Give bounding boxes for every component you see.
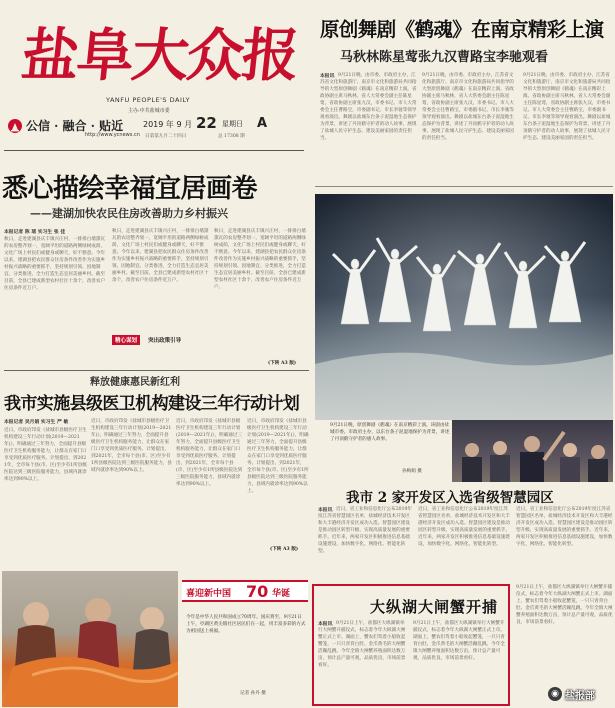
masthead-slogan: 公信 · 融合 · 贴近: [26, 119, 124, 133]
center-body-col3: 近日，市政府印发《盐城市县级医疗卫生机构建设三年行动计划(2019—2021年)》，明确通过三年努力，全面提升县级医疗卫生机构服务能力，让群众在家门口享受到优质医疗服务。计划提出，到2021年，全市每个县(市、区)至少有1所县级医院达到三级医院服务能力，县域内就诊率达到90%以上。: [176, 419, 243, 487]
masthead-divider: [4, 150, 304, 151]
issue-line: 日第第九月二十四日: [145, 134, 187, 139]
anniversary-banner: [182, 580, 308, 602]
lead-highlight-label: 精心谋划: [112, 335, 140, 345]
ballet-caption: 9月21日晚，原创舞剧《鹤魂》在南京精彩上演。该剧由盐城市委、市政府主办，以东台条子泥湿地保护为背景，讲述了丹顶鹤守护者的感人故事。: [330, 423, 450, 442]
masthead-logo-icon: [8, 119, 22, 133]
lead-subhead: ——建湖加快农民住房改善助力乡村振兴: [30, 207, 228, 220]
top-right-divider: [315, 186, 613, 187]
masthead-title: 盐阜大众报: [18, 22, 301, 89]
masthead-pinyin: YANFU PEOPLE'S DAILY: [106, 96, 191, 104]
watermark-text: 盐报部: [565, 691, 595, 702]
ballet-photo: [315, 194, 613, 420]
smart-park-body-col3: 近日，省工业和信息化厅公布2019年度江苏省智慧园区名单，盐城经济技术开发区和大丰港经济开发区成功入选。智慧园区建设是推动园区转型升级、实现高质量发展的重要抓手。近年来，两家开发区积极推进信息基础设施建设，加快数字化、网络化、智能化转型。: [516, 507, 613, 547]
lead-body-col1: 秋日，走进建湖县庆丰镇兴庄村，一排排白墙黛瓦的农房整齐划一，宽阔平坦的道路两侧绿树成荫，文化广场上村民们或健身或聊天，好不惬意。今年以来，建湖县把农民群众住房条件改善作为实施乡村振兴战略的重要抓手，坚持规划引领、因地制宜、分类推进，全力打造生态宜居美丽乡村。截至目前，全县已建成新型农村社区十余个，改善农户住房条件近万户。: [4, 237, 106, 291]
celebration-photo: [2, 571, 178, 707]
top-right-body-col3: 9月21日晚，由市委、市政府主办，江苏省文化和旅游厅、南京市文化和旅游局共同指导的大型原创舞剧《鹤魂》在南京精彩上演。省政协副主席马秋林，省人大常委会副主任陈星莺，省政协副主席张九汉，市委书记、市人大常委会主任曹路宝，市委副书记、市长李驰等领导观看演出。舞剧以盐城东台条子泥湿地生态保护为背景，讲述了丹顶鹤守护者的动人故事，展现了盐城人民守护生态、建设美丽家园的责任担当。: [523, 73, 611, 141]
lead-highlight: [112, 327, 210, 344]
center-body-col4: 近日，市政府印发《盐城市县级医疗卫生机构建设三年行动计划(2019—2021年)》，明确通过三年努力，全面提升县级医疗卫生机构服务能力，让群众在家门口享受到优质医疗服务。计划提出，到2021年，全市每个县(市、区)至少有1所县级医院达到三级医院服务能力，县域内就诊率达到90%以上。: [247, 419, 309, 494]
lead-body-col3: 秋日，走进建湖县庆丰镇兴庄村，一排排白墙黛瓦的农房整齐划一，宽阔平坦的道路两侧绿树成荫，文化广场上村民们或健身或聊天，好不惬意。今年以来，建湖县把农民群众住房条件改善作为实施乡村振兴战略的重要抓手，坚持规划引领、因地制宜、分类推进，全力打造生态宜居美丽乡村。截至目前，全县已建成新型农村社区十余个，改善农户住房条件近万户。: [214, 229, 306, 290]
lead-continued: (下转 A3 版): [268, 361, 297, 366]
ballet-credit: 孙梅娟 摄: [402, 469, 422, 474]
crab-headline: 大纵湖大闸蟹开捕: [370, 598, 499, 616]
lead-headline: 悉心描绘幸福宜居画卷: [2, 174, 258, 204]
center-body-col1: 近日，市政府印发《盐城市县级医疗卫生机构建设三年行动计划(2019—2021年)》，明确通过三年努力，全面提升县级医疗卫生机构服务能力，让群众在家门口享受到优质医疗服务。计划提出，到2021年，全市每个县(市、区)至少有1所县级医院达到三级医院服务能力，县域内就诊率达到90%以上。: [4, 428, 87, 482]
issue-weekday: 星期日: [222, 120, 243, 128]
top-right-body-col1: 9月21日晚，由市委、市政府主办，江苏省文化和旅游厅、南京市文化和旅游局共同指导的大型原创舞剧《鹤魂》在南京精彩上演。省政协副主席马秋林，省人大常委会副主任陈星莺，省政协副主席张九汉，市委书记、市人大常委会主任曹路宝，市委副书记、市长李驰等领导观看演出。舞剧以盐城东台条子泥湿地生态保护为背景，讲述了丹顶鹤守护者的动人故事，展现了盐城人民守护生态、建设美丽家园的责任担当。: [320, 73, 417, 141]
smart-park-body-col1: 近日，省工业和信息化厅公布2019年度江苏省智慧园区名单，盐城经济技术开发区和大丰港经济开发区成功入选。智慧园区建设是推动园区转型升级、实现高质量发展的重要抓手。近年来，两家开发区积极推进信息基础设施建设，加快数字化、网络化、智能化转型。: [318, 507, 413, 554]
masthead-website[interactable]: http://www.ycnews.cn: [85, 132, 140, 138]
center-bylines: 本报记者 吴月娟 实习生 严 敏: [4, 419, 69, 425]
issue-day: 22: [196, 114, 217, 132]
top-right-byline: 本报讯: [320, 73, 335, 79]
lead-body-col2: 秋日，走进建湖县庆丰镇兴庄村，一排排白墙黛瓦的农房整齐划一，宽阔平坦的道路两侧绿树成荫，文化广场上村民们或健身或聊天，好不惬意。今年以来，建湖县把农民群众住房条件改善作为实施乡村振兴战略的重要抓手，坚持规划引领、因地制宜、分类推进，全力打造生态宜居美丽乡村。截至目前，全县已建成新型农村社区十余个，改善农户住房条件近万户。: [112, 229, 209, 283]
center-continued: (下转 A3 版): [270, 547, 299, 552]
issue-edition: A: [257, 116, 268, 131]
watermark-icon: ◉: [548, 687, 562, 701]
smart-park-headline: 我市 2 家开发区入选省级智慧园区: [346, 490, 554, 506]
center-headline: 我市实施县级医卫机构建设三年行动计划: [4, 394, 300, 414]
crab-side-col: 9月21日上午，盐都区大纵湖镇举行大闸蟹开捕仪式，标志着今年大纵湖大闸蟹正式上市。湖面上，蟹农们驾着小船收起蟹笼，一只只青背白肚、金爪黄毛的大闸蟹活蹦乱跳。今年全镇大闸蟹养殖面积达数万亩，预计总产量可观，品质优良，市场前景看好。: [516, 585, 613, 625]
top-right-subhead: 马秋林陈星莺张九汉曹路宝李驰观看: [340, 50, 549, 65]
anniversary-suffix: 华诞: [272, 589, 291, 599]
top-right-headline: 原创舞剧《鹤魂》在南京精彩上演: [320, 18, 604, 41]
lead-highlight-text: 突出政策引导: [148, 338, 182, 344]
crab-body-col2: 9月21日上午，盐都区大纵湖镇举行大闸蟹开捕仪式，标志着今年大纵湖大闸蟹正式上市。湖面上，蟹农们驾着小船收起蟹笼，一只只青背白肚、金爪黄毛的大闸蟹活蹦乱跳。今年全镇大闸蟹养殖面积达数万亩，预计总产量可观，品质优良，市场前景看好。: [413, 621, 505, 661]
issue-number: 总 17308 期: [218, 134, 245, 139]
center-kicker: 释放健康惠民新红利: [90, 377, 180, 388]
issue-year-month: 2019 年 9 月: [143, 120, 193, 129]
anniversary-caption: 今年是中华人民共和国成立70周年。国庆将至，9月21日上午，亭湖区黄尖镇社区居民们在一起，用丰富多彩的方式为祖国送上祝福。: [186, 615, 306, 634]
smart-park-byline: 本报讯: [318, 507, 333, 513]
audience-photo: [452, 420, 613, 482]
center-body-col2: 近日，市政府印发《盐城市县级医疗卫生机构建设三年行动计划(2019—2021年)》，明确通过三年努力，全面提升县级医疗卫生机构服务能力，让群众在家门口享受到优质医疗服务。计划提出，到2021年，全市每个县(市、区)至少有1所县级医院达到三级医院服务能力，县域内就诊率达到90%以上。: [91, 419, 173, 473]
crab-body-col1: 9月21日上午，盐都区大纵湖镇举行大闸蟹开捕仪式，标志着今年大纵湖大闸蟹正式上市。湖面上，蟹农们驾着小船收起蟹笼，一只只青背白肚、金爪黄毛的大闸蟹活蹦乱跳。今年全镇大闸蟹养殖面积达数万亩，预计总产量可观，品质优良，市场前景看好。: [318, 621, 406, 668]
anniversary-number: 70: [246, 582, 269, 601]
masthead: [0, 0, 305, 152]
lead-divider: [4, 370, 309, 371]
lead-bylines: 本报记者 陈 瑶 实习生 张 佳: [4, 229, 66, 235]
ballet-caption-box: [330, 420, 450, 476]
anniversary-tag: 喜迎新中国: [186, 589, 232, 599]
anniversary-credit: 记者 孙丹 摄: [240, 691, 266, 696]
smart-park-body-col2: 近日，省工业和信息化厅公布2019年度江苏省智慧园区名单，盐城经济技术开发区和大丰港经济开发区成功入选。智慧园区建设是推动园区转型升级、实现高质量发展的重要抓手。近年来，两家开发区积极推进信息基础设施建设，加快数字化、网络化、智能化转型。: [418, 507, 510, 547]
masthead-sponsor: 主办:中共盐城市委: [128, 108, 170, 114]
top-right-body-col2: 9月21日晚，由市委、市政府主办，江苏省文化和旅游厅、南京市文化和旅游局共同指导的大型原创舞剧《鹤魂》在南京精彩上演。省政协副主席马秋林，省人大常委会副主任陈星莺，省政协副主席张九汉，市委书记、市人大常委会主任曹路宝，市委副书记、市长李驰等领导观看演出。舞剧以盐城东台条子泥湿地生态保护为背景，讲述了丹顶鹤守护者的动人故事，展现了盐城人民守护生态、建设美丽家园的责任担当。: [422, 73, 514, 141]
crab-byline: 本报讯: [318, 621, 333, 627]
watermark: [548, 684, 614, 706]
